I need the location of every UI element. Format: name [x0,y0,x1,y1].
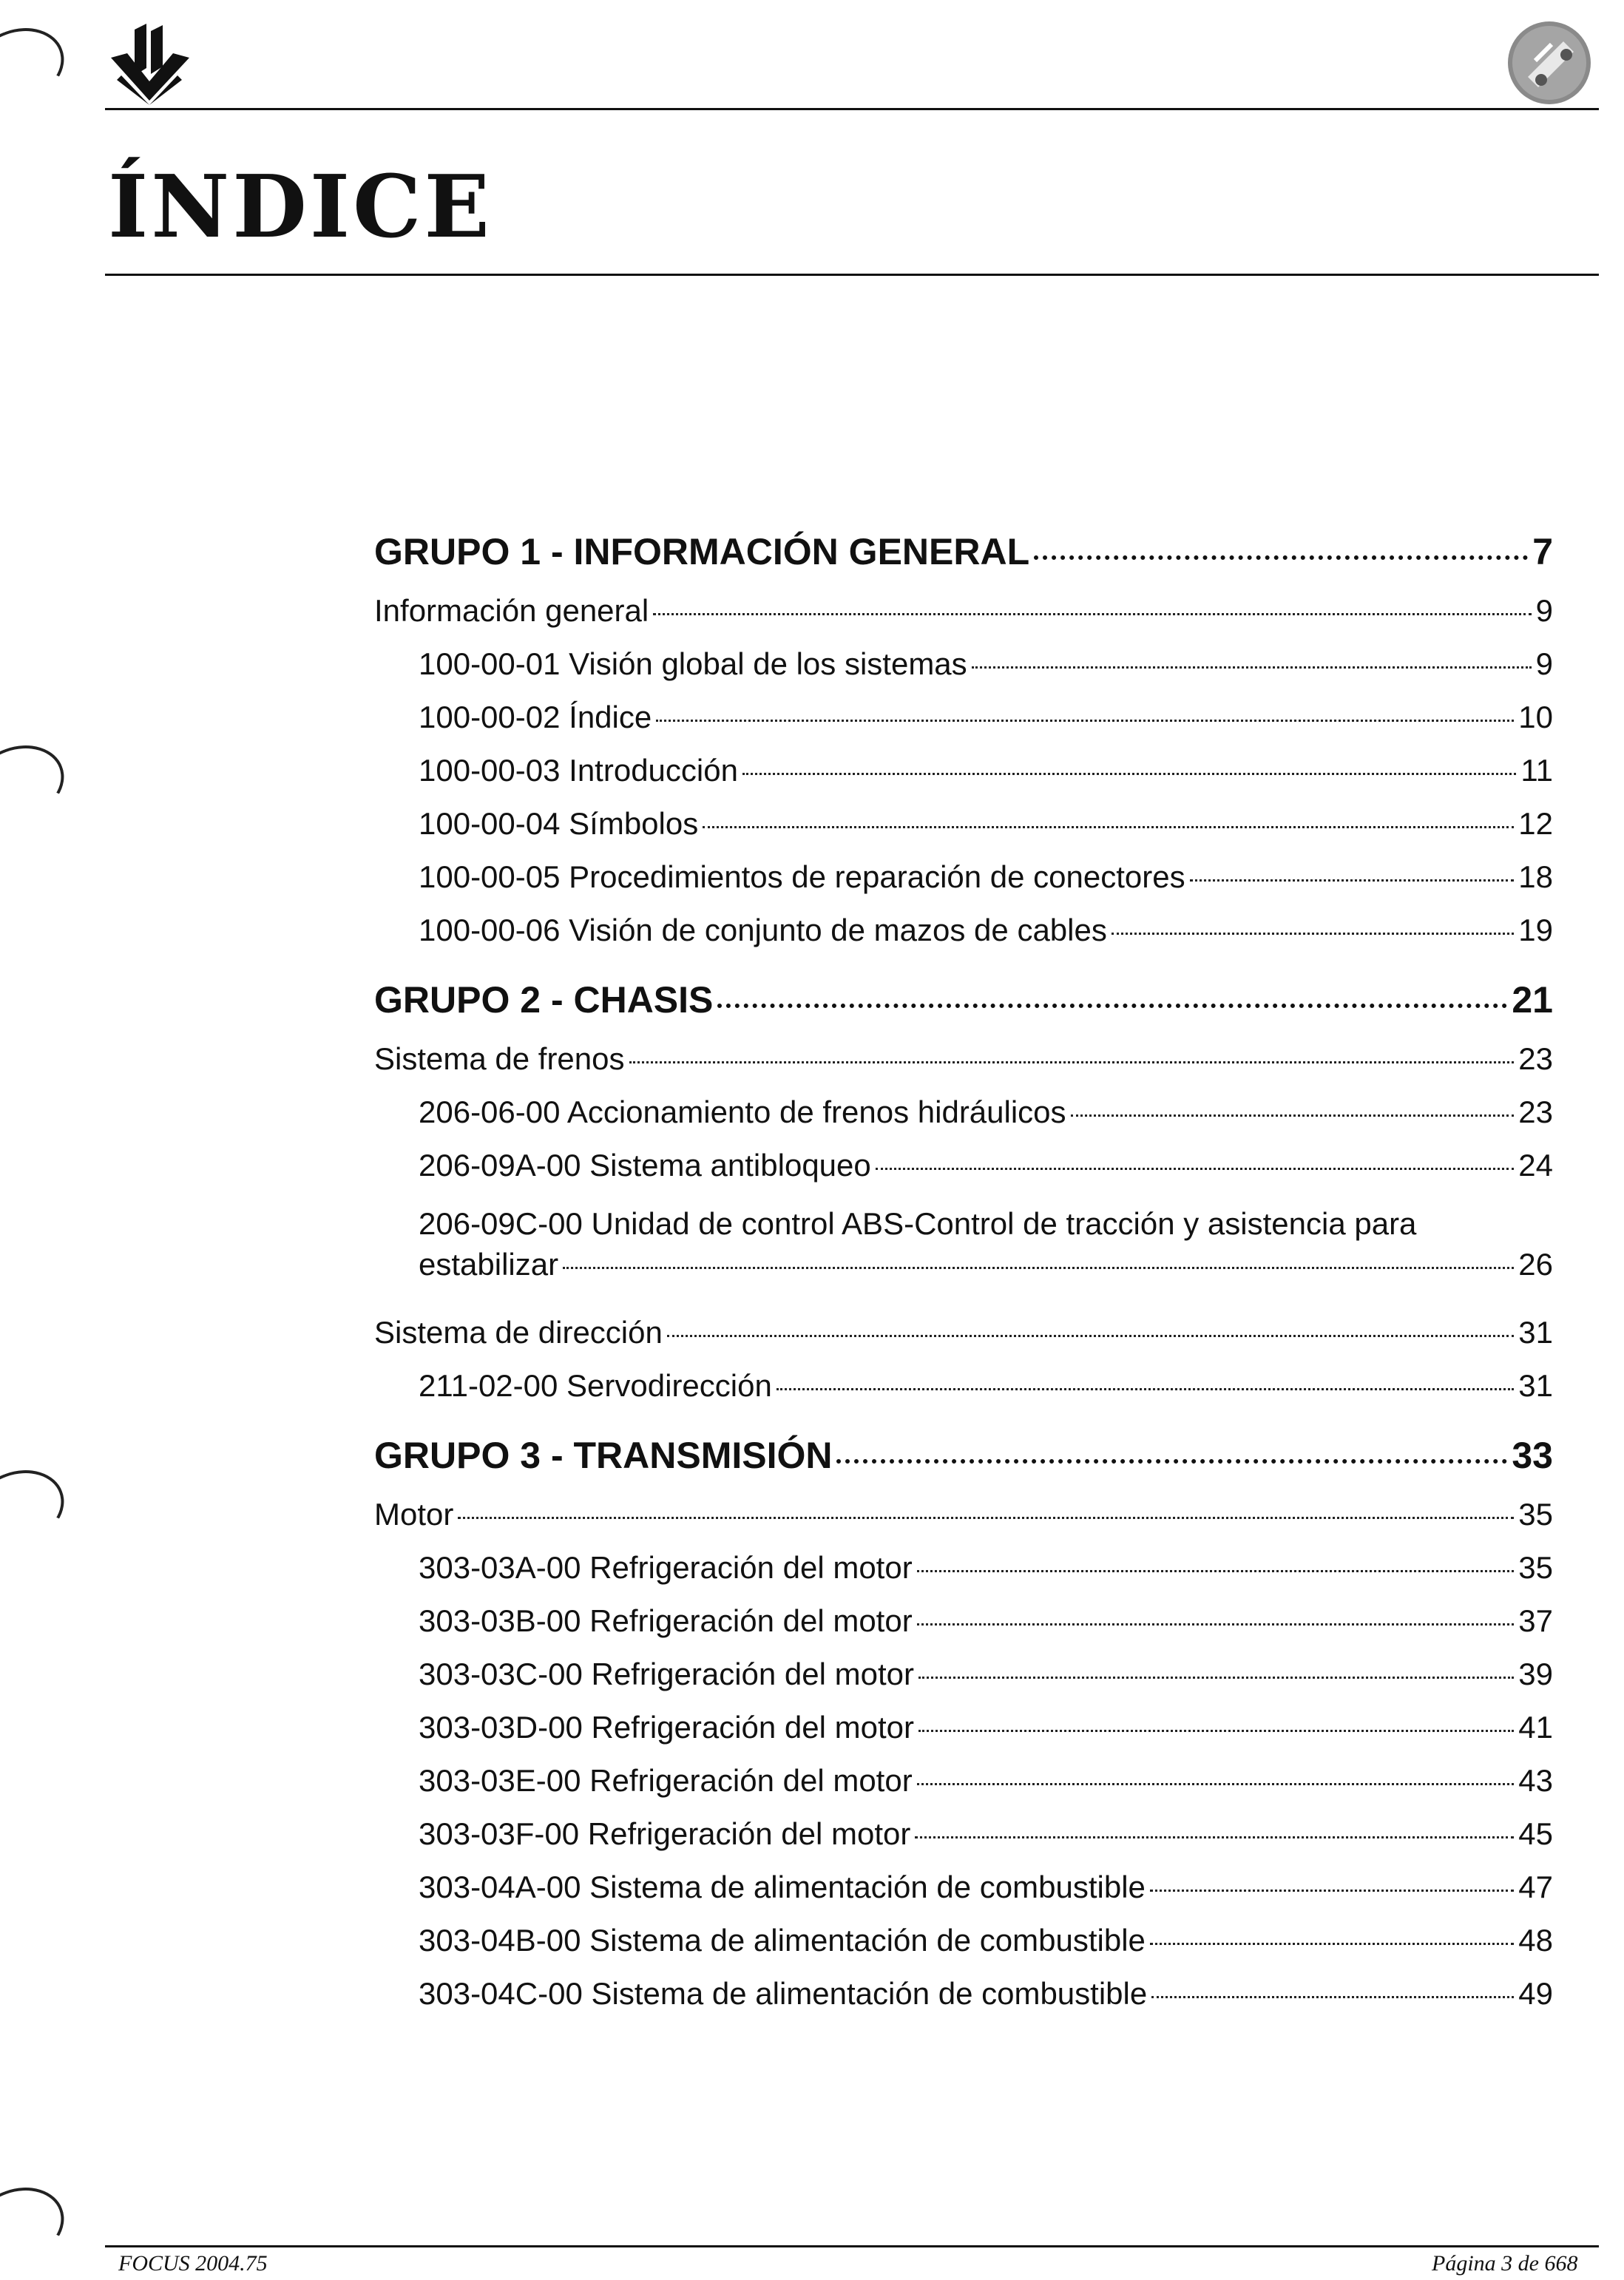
toc-item-label: 206-06-00 Accionamiento de frenos hidráulicos [419,1095,1066,1129]
binder-hole-icon [0,1458,75,1558]
toc-item[interactable] [374,1976,1553,2029]
toc-page-number: 9 [1535,593,1553,628]
dot-leader [917,1570,1515,1572]
toc-section[interactable] [374,1497,1553,1550]
dot-leader [1150,1890,1514,1892]
toc-item[interactable] [374,806,1553,859]
toc-item-label: 211-02-00 Servodirección [419,1368,772,1403]
dot-leader [1151,1996,1514,1998]
title-rule [105,274,1599,276]
dot-leader [917,1783,1515,1785]
toc-page-number: 48 [1518,1923,1553,1958]
toc-page-number: 19 [1518,913,1553,947]
dot-leader [917,1623,1515,1626]
dot-leader [836,1459,1507,1464]
spacer [374,1294,1553,1315]
toc-item-label: 100-00-05 Procedimientos de reparación de conectores [419,859,1185,894]
toc-group-2[interactable] [374,973,1553,1026]
toc-page-number: 47 [1518,1870,1553,1904]
toc-page-number: 35 [1518,1497,1553,1532]
toc-item[interactable] [374,1095,1553,1148]
toc-page-number: 37 [1518,1603,1553,1638]
page-title: ÍNDICE [108,157,493,257]
dot-leader [1150,1943,1514,1945]
toc-item[interactable] [374,1870,1553,1923]
toc-item-label: 206-09A-00 Sistema antibloqueo [419,1148,871,1183]
toc-item-label: 303-04A-00 Sistema de alimentación de combustible [419,1870,1146,1904]
toc-item-label: 100-00-01 Visión global de los sistemas [419,646,967,681]
toc-item[interactable] [374,1816,1553,1870]
toc-page-number: 18 [1518,859,1553,894]
toc-group-3[interactable] [374,1429,1553,1482]
toc-page-number: 31 [1518,1368,1553,1403]
toc-page-number: 49 [1518,1976,1553,2011]
toc-item[interactable] [374,859,1553,913]
toc-group-label: GRUPO 1 - INFORMACIÓN GENERAL [374,531,1030,572]
dot-leader [777,1388,1514,1390]
toc-item-label: 303-03D-00 Refrigeración del motor [419,1710,915,1745]
dot-leader [563,1267,1514,1269]
toc-section-label: Información general [374,593,649,628]
toc-section-label: Motor [374,1497,454,1532]
toc-group-label: GRUPO 2 - CHASIS [374,979,714,1021]
toc-page-number: 12 [1518,806,1553,841]
toc-item[interactable] [374,1657,1553,1710]
toc-group-1[interactable] [374,525,1553,578]
toc-page-number: 7 [1532,531,1553,572]
footer-rule [105,2245,1599,2247]
toc-section[interactable] [374,1041,1553,1095]
dot-leader [1112,933,1514,935]
toc-item-label: 303-03A-00 Refrigeración del motor [419,1550,913,1585]
toc-section[interactable] [374,1315,1553,1368]
dot-leader [918,1730,1514,1732]
toc-item-label: 303-03F-00 Refrigeración del motor [419,1816,911,1851]
toc-item-label: 100-00-02 Índice [419,700,652,734]
toc-item-label: 303-03B-00 Refrigeración del motor [419,1603,913,1638]
toc-group-label: GRUPO 3 - TRANSMISIÓN [374,1435,833,1476]
toc-item[interactable] [374,1148,1553,1201]
toc-item[interactable] [374,700,1553,753]
toc-page-number: 9 [1535,646,1553,681]
dot-leader [1034,555,1528,560]
dot-leader [915,1836,1514,1838]
toc-page-number: 10 [1518,700,1553,734]
table-of-contents [374,518,1553,2029]
toc-item-label: 303-04B-00 Sistema de alimentación de combustible [419,1923,1146,1958]
toc-section[interactable] [374,593,1553,646]
dot-leader [1071,1114,1515,1117]
toc-page-number: 35 [1518,1550,1553,1585]
toc-item-label: 100-00-04 Símbolos [419,806,699,841]
toc-item[interactable] [374,1550,1553,1603]
dot-leader [629,1061,1515,1063]
footer-page-info: Página 3 de 668 [1432,2251,1578,2276]
toc-page-number: 24 [1518,1148,1553,1183]
toc-item[interactable] [374,1603,1553,1657]
toc-item[interactable] [374,1763,1553,1816]
toc-item[interactable] [374,1923,1553,1976]
toc-item[interactable] [374,753,1553,806]
toc-page-number: 39 [1518,1657,1553,1691]
toc-item-label: 303-03E-00 Refrigeración del motor [419,1763,913,1798]
dot-leader [1190,879,1515,882]
toc-item-label: 206-09C-00 Unidad de control ABS-Control de tracción y asistencia para [419,1206,1417,1241]
toc-item-label: 100-00-06 Visión de conjunto de mazos de cables [419,913,1107,947]
brand-logo-icon [105,24,194,105]
toc-item-label: 100-00-03 Introducción [419,753,738,788]
toc-page-number: 26 [1518,1247,1553,1282]
binder-hole-icon [0,2175,75,2276]
dot-leader [876,1168,1515,1170]
dot-leader [742,773,1516,775]
dot-leader [717,1004,1507,1008]
header-rule [105,108,1599,110]
toc-page-number: 23 [1518,1095,1553,1129]
toc-section-label: Sistema de dirección [374,1315,663,1350]
toc-page-number: 43 [1518,1763,1553,1798]
dot-leader [653,613,1531,615]
toc-page-number: 45 [1518,1816,1553,1851]
toc-page-number: 11 [1520,753,1553,788]
toc-page-number: 21 [1512,979,1553,1021]
dot-leader [458,1517,1514,1519]
toc-item[interactable] [374,646,1553,700]
toc-page-number: 41 [1518,1710,1553,1745]
toc-item-label: 303-04C-00 Sistema de alimentación de combustible [419,1976,1148,2011]
toc-item[interactable] [374,913,1553,966]
dot-leader [918,1677,1514,1679]
toc-item[interactable] [374,1201,1553,1294]
dot-leader [667,1335,1514,1337]
footer-model: FOCUS 2004.75 [118,2251,268,2276]
binder-hole-icon [0,16,75,116]
toc-item[interactable] [374,1368,1553,1421]
toc-page-number: 33 [1512,1435,1553,1476]
toc-page-number: 23 [1518,1041,1553,1076]
toc-section-label: Sistema de frenos [374,1041,625,1076]
dot-leader [703,826,1514,828]
toc-item-label: 303-03C-00 Refrigeración del motor [419,1657,915,1691]
car-badge-icon [1506,19,1593,106]
dot-leader [656,720,1514,722]
toc-item[interactable] [374,1710,1553,1763]
toc-page-number: 31 [1518,1315,1553,1350]
binder-hole-icon [0,733,75,833]
dot-leader [972,666,1532,669]
toc-item-label-continuation: estabilizar [419,1247,559,1282]
